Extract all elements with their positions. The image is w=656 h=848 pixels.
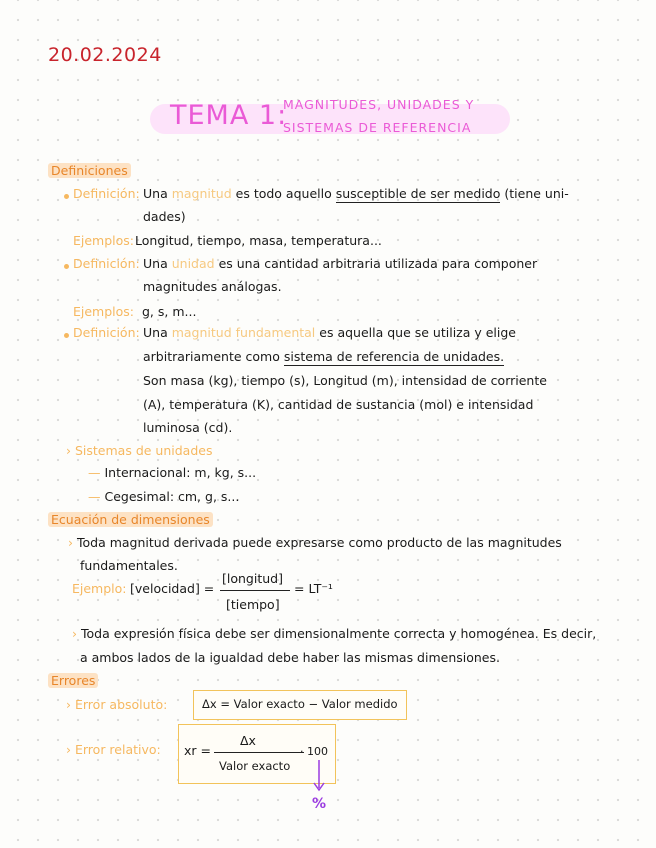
ecuacion-p1-line1 xyxy=(68,535,562,550)
def3-text-b: es aquella que se utiliza y elige xyxy=(319,325,516,340)
error-relativo-label xyxy=(66,742,161,757)
sistemas-label-text: Sistemas de unidades xyxy=(74,443,213,458)
ej1-text: Longitud, tiempo, masa, temperatura... xyxy=(135,233,382,248)
def2-label: Definición: xyxy=(73,256,140,271)
def3-keyword: magnitud fundamental xyxy=(171,325,316,340)
bullet-icon xyxy=(64,333,69,338)
def3-line1 xyxy=(143,325,516,340)
ej1-label: Ejemplos: xyxy=(73,233,135,248)
ej2-label: Ejemplos: xyxy=(73,304,135,319)
sistema-internacional: Internacional: m, kg, s... xyxy=(104,465,257,480)
title-subtitle-2: SISTEMAS DE REFERENCIA xyxy=(283,120,472,135)
section-heading-ecuacion xyxy=(48,512,213,527)
error-absoluto-formula: Δx = Valor exacto − Valor medido xyxy=(202,697,398,711)
ecuacion-p1-line2: fundamentales. xyxy=(80,558,178,573)
title-subtitle-1: MAGNITUDES, UNIDADES Y xyxy=(283,97,475,112)
def1-label: Definición: xyxy=(73,186,140,201)
arrow-icon: › xyxy=(72,626,77,641)
sistemas-label xyxy=(66,443,212,458)
def1-text-a: Una xyxy=(143,186,168,201)
error-relativo-mult: · 100 xyxy=(300,745,328,758)
def1-keyword: magnitud xyxy=(171,186,232,201)
error-relativo-num: Δx xyxy=(240,733,256,748)
bullet-icon xyxy=(64,264,69,269)
date: 20.02.2024 xyxy=(48,44,162,66)
section-heading-errores xyxy=(48,673,98,688)
ecuacion-p1-text: Toda magnitud derivada puede expresarse como producto de las magnitudes xyxy=(76,535,562,550)
def3-line2-underlined: sistema de referencia de unidades. xyxy=(283,349,505,364)
error-absoluto-label xyxy=(66,697,167,712)
error-relativo-lhs: xr = xyxy=(184,743,211,758)
title-main: TEMA 1: xyxy=(170,100,288,131)
error-relativo-den: Valor exacto xyxy=(219,759,291,773)
def1-line2: dades) xyxy=(143,209,186,224)
fraction-denominator: [tiempo] xyxy=(226,597,280,612)
heading-text: Definiciones xyxy=(48,163,131,178)
arrow-icon: › xyxy=(66,443,71,458)
def2-text-b: es una cantidad arbitraria utilizada para componer xyxy=(218,256,538,271)
dash-icon: — xyxy=(88,465,101,480)
fraction-bar xyxy=(214,752,304,753)
def3-line3: Son masa (kg), tiempo (s), Longitud (m), intensidad de corriente xyxy=(143,373,547,388)
ej2-text: g, s, m... xyxy=(142,304,197,319)
dash-icon: — xyxy=(88,489,101,504)
def1-text-c: (tiene uni- xyxy=(504,186,569,201)
ecuacion-p2-text: Toda expresión física debe ser dimensionalmente correcta y homogénea. Es decir, xyxy=(80,626,597,641)
def2-keyword: unidad xyxy=(171,256,215,271)
list-item xyxy=(88,489,239,504)
error-absoluto-label-text: Error absoluto: xyxy=(74,697,168,712)
def3-line2-a: arbitrariamente como xyxy=(143,349,280,364)
heading-text: Ecuación de dimensiones xyxy=(48,512,213,527)
def3-label: Definición: xyxy=(73,325,140,340)
arrow-down-icon xyxy=(309,758,329,798)
def2-line2: magnitudes análogas. xyxy=(143,279,282,294)
ecuacion-p2-line1 xyxy=(72,626,596,641)
def1-line1 xyxy=(143,186,569,201)
fraction-numerator: [longitud] xyxy=(222,571,283,586)
def1-underlined: susceptible de ser medido xyxy=(335,186,501,201)
def1-text-b: es todo aquello xyxy=(235,186,332,201)
heading-text: Errores xyxy=(48,673,98,688)
def3-line4: (A), temperatura (K), cantidad de sustancia (mol) e intensidad xyxy=(143,397,534,412)
def3-line2 xyxy=(143,349,504,364)
def3-line5: luminosa (cd). xyxy=(143,420,233,435)
section-heading-definiciones xyxy=(48,163,131,178)
arrow-icon: › xyxy=(66,742,71,757)
percent-symbol: % xyxy=(312,796,327,812)
velocidad-lhs: [velocidad] = xyxy=(130,581,215,596)
ecuacion-p2-line2: a ambos lados de la igualdad debe haber las mismas dimensiones. xyxy=(80,650,500,665)
def2-text-a: Una xyxy=(143,256,168,271)
ejemplo-label: Ejemplo: xyxy=(72,581,127,596)
def2-line1 xyxy=(143,256,537,271)
arrow-icon: › xyxy=(68,535,73,550)
arrow-icon: › xyxy=(66,697,71,712)
def3-text-a: Una xyxy=(143,325,168,340)
error-relativo-label-text: Error relativo: xyxy=(74,742,161,757)
sistema-cegesimal: Cegesimal: cm, g, s... xyxy=(104,489,240,504)
fraction-result: = LT⁻¹ xyxy=(294,581,333,596)
list-item xyxy=(88,465,256,480)
bullet-icon xyxy=(64,194,69,199)
fraction-bar xyxy=(220,590,290,591)
